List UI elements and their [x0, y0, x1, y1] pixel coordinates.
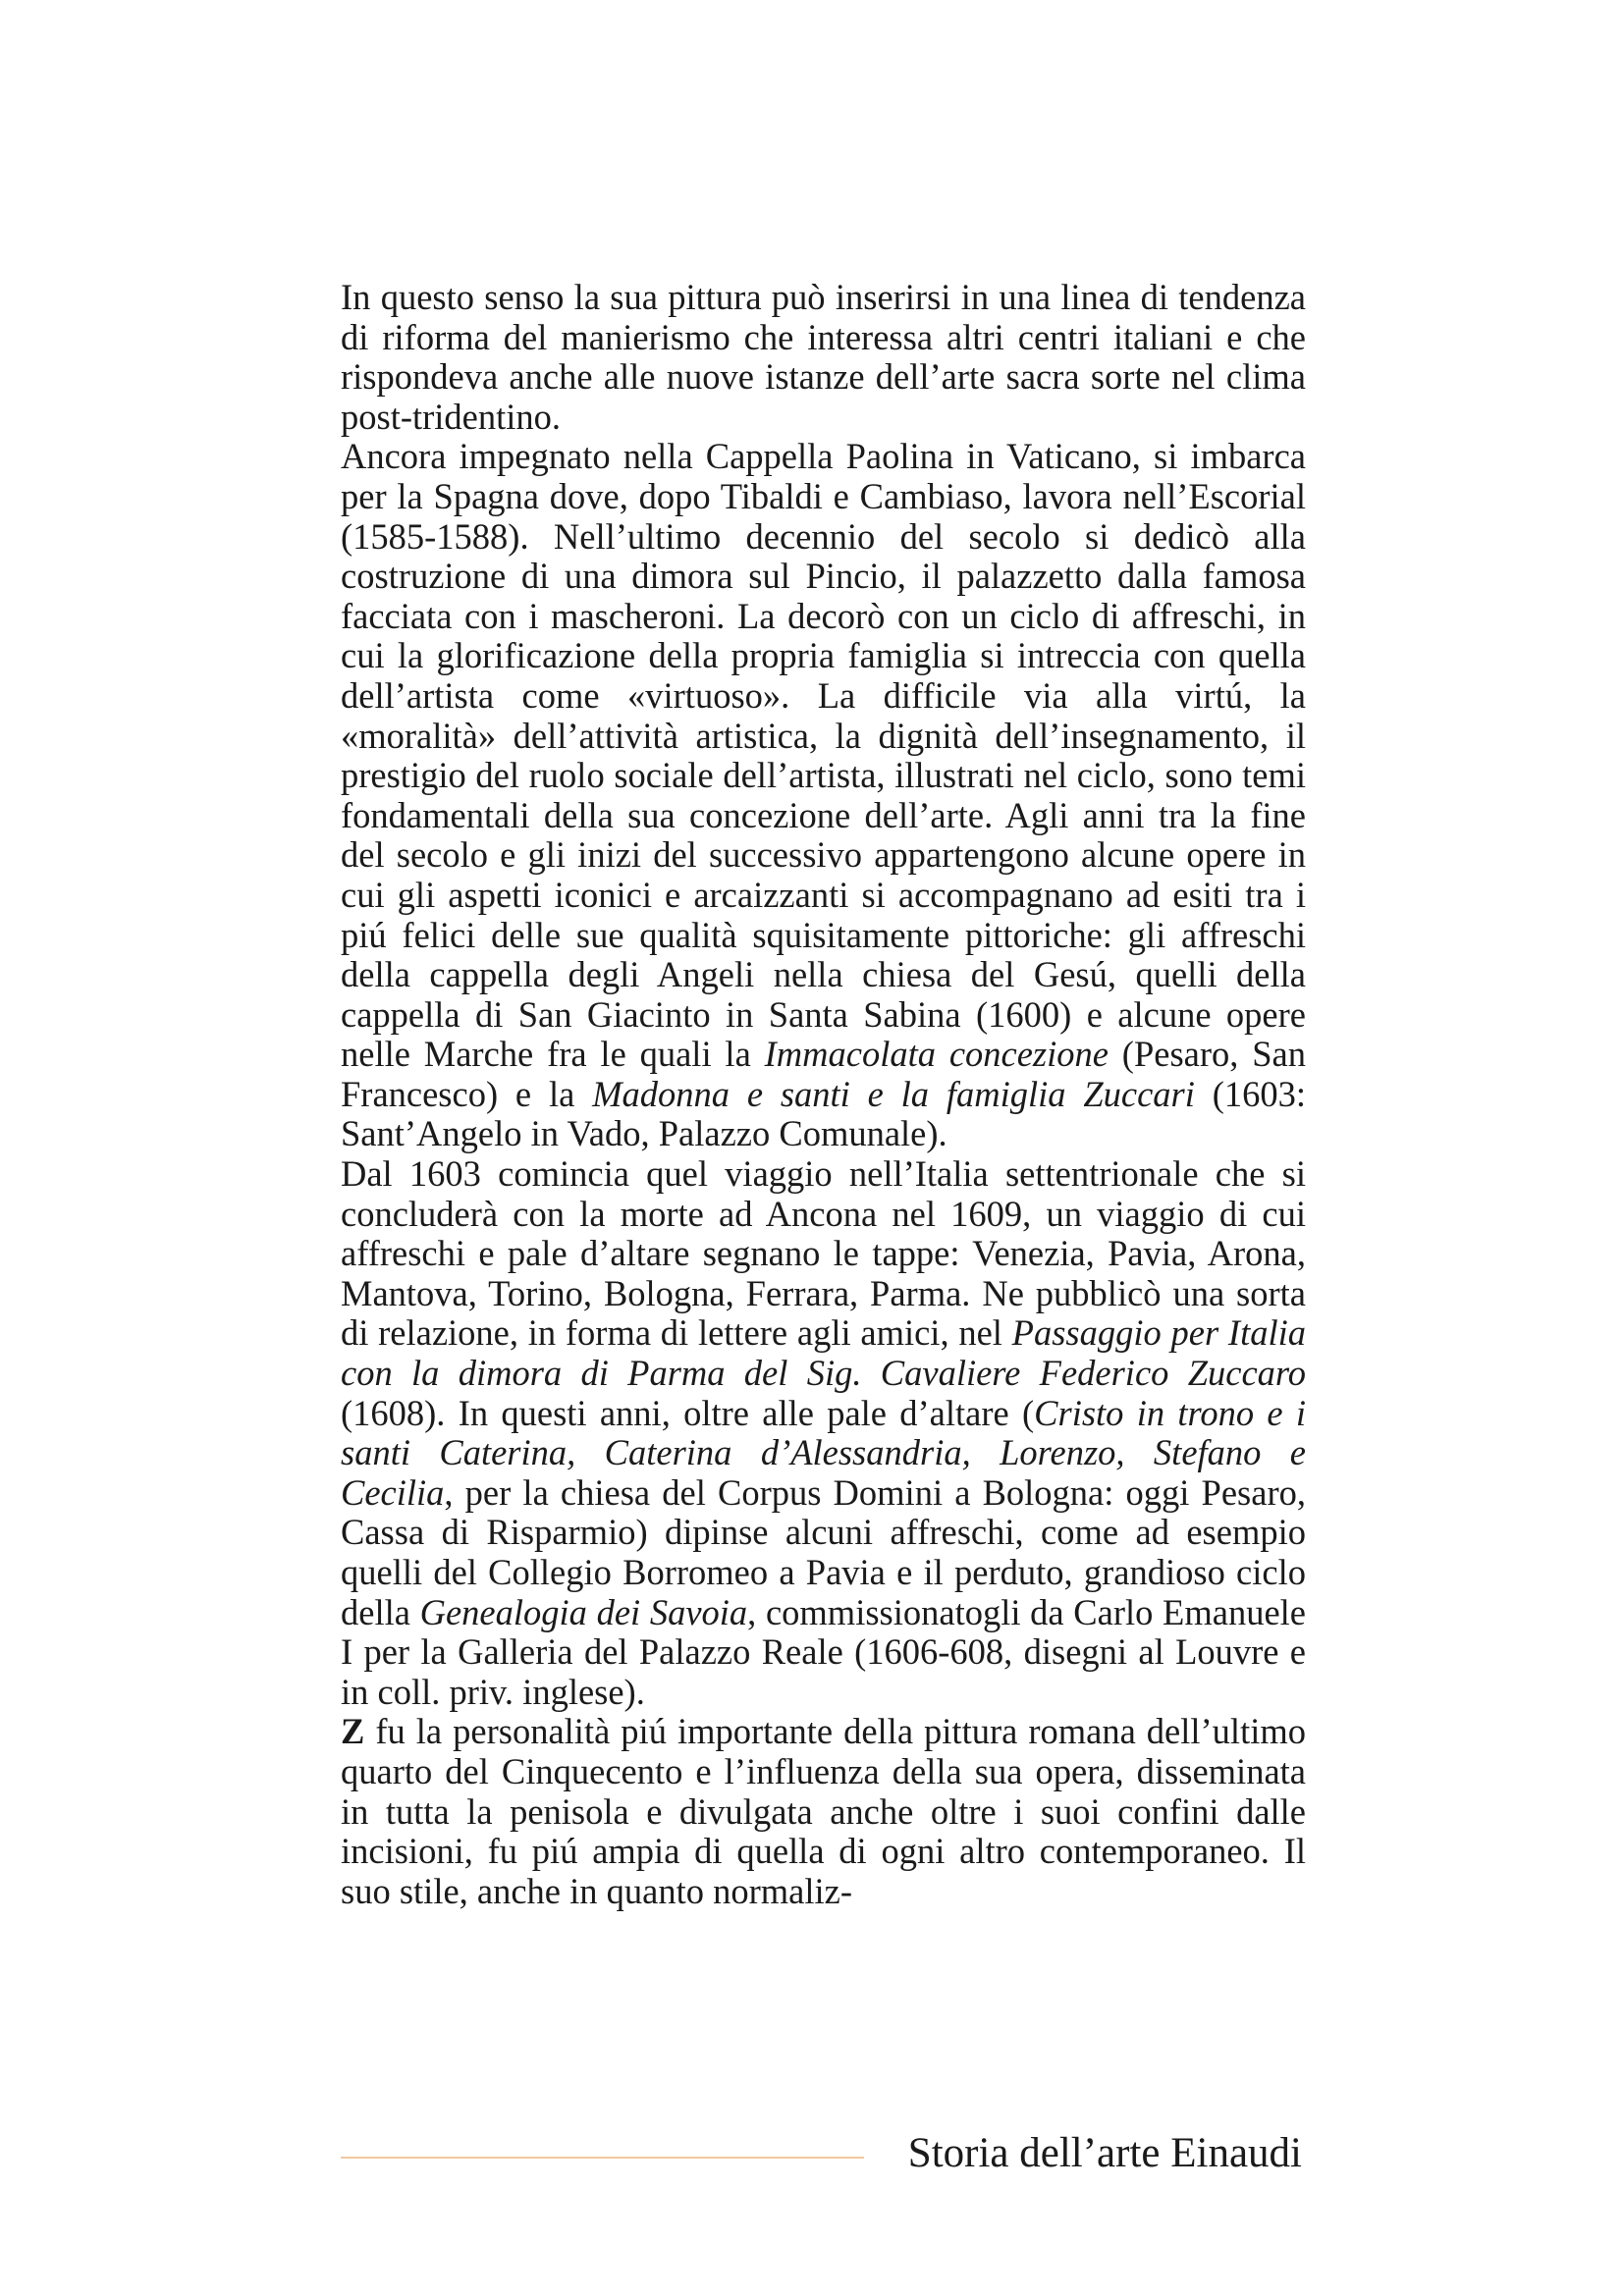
paragraph: [341, 278, 1306, 437]
text-run: , commissionatogli da Carlo Emanuele I per la Galleria del Palazzo Reale (1606-608, disegni al Louvre e in coll. priv. inglese).: [341, 1591, 1306, 1712]
footer-title: Storia dell’arte Einaudi: [907, 2130, 1302, 2176]
footer-rule: [341, 2157, 864, 2159]
paragraph: [341, 1154, 1306, 1712]
bold-initial: Z: [341, 1711, 365, 1752]
text-run: , per la chiesa del Corpus Domini a Bologna: oggi Pesaro, Cassa di Risparmio) dipinse alcuni affreschi, come ad esempio quelli del Collegio Borromeo a Pavia e il perduto, grandioso ciclo della: [341, 1471, 1306, 1632]
text-run: In questo senso la sua pittura può inserirsi in una linea di tendenza di riforma del manierismo che interessa altri centri italiani e che rispondeva anche alle nuove istanze dell’arte sacra sorte nel clima post-tridentino.: [341, 277, 1306, 437]
italic-title: Immacolata concezione: [764, 1034, 1109, 1075]
body-text: [341, 278, 1306, 1911]
italic-title: Madonna e santi e la famiglia Zuccari: [592, 1073, 1195, 1114]
paragraph: [341, 437, 1306, 1154]
text-run: (Pesaro, San Francesco) e la: [341, 1034, 1306, 1114]
paragraph: [341, 1712, 1306, 1911]
text-run: (1603: Sant’Angelo in Vado, Palazzo Comunale).: [341, 1073, 1306, 1154]
text-run: Dal 1603 comincia quel viaggio nell’Italia settentrionale che si concluderà con la morte ad Ancona nel 1609, un viaggio di cui affreschi e pale d’altare segnano le tappe: Venezia, Pavia, Arona, Mantova, Torino, Bologna, Ferrara, Parma. Ne pubblicò una sorta di relazione, in forma di lettere agli amici, nel: [341, 1153, 1306, 1354]
text-run: (1608). In questi anni, oltre alle pale d’altare (: [341, 1392, 1035, 1433]
italic-title: Genealogia dei Savoia: [419, 1591, 748, 1632]
text-run: Ancora impegnato nella Cappella Paolina in Vaticano, si imbarca per la Spagna dove, dopo Tibaldi e Cambiaso, lavora nell’Escorial (1585-1588). Nell’ultimo decennio del secolo si dedicò alla costruzione di una dimora sul Pincio, il palazzetto dalla famosa facciata con i mascheroni. La decorò con un ciclo di affreschi, in cui la glorificazione della propria famiglia si intreccia con quella dell’artista come «virtuoso». La difficile via alla virtú, la «moralità» dell’attività artistica, la dignità dell’insegnamento, il prestigio del ruolo sociale dell’artista, illustrati nel ciclo, sono temi fondamentali della sua concezione dell’arte. Agli anni tra la fine del secolo e gli inizi del successivo appartengono alcune opere in cui gli aspetti iconici e arcaizzanti si accompagnano ad esiti tra i piú felici delle sue qualità squisitamente pittoriche: gli affreschi della cappella degli Angeli nella chiesa del Gesú, quelli della cappella di San Giacinto in Santa Sabina (1600) e alcune opere nelle Marche fra le quali la: [341, 436, 1306, 1075]
italic-title: Passaggio per Italia con la dimora di Parma del Sig. Cavaliere Federico Zuccaro: [341, 1312, 1307, 1394]
text-run: fu la personalità piú importante della pittura romana dell’ultimo quarto del Cinquecento e l’influenza della sua opera, disseminata in tutta la penisola e divulgata anche oltre i suoi confini dalle incisioni, fu piú ampia di quella di ogni altro contemporaneo. Il suo stile, anche in quanto normaliz-: [341, 1711, 1306, 1911]
italic-title: Cristo in trono e i santi Caterina, Caterina d’Alessandria, Lorenzo, Stefano e Cecilia: [341, 1392, 1306, 1513]
